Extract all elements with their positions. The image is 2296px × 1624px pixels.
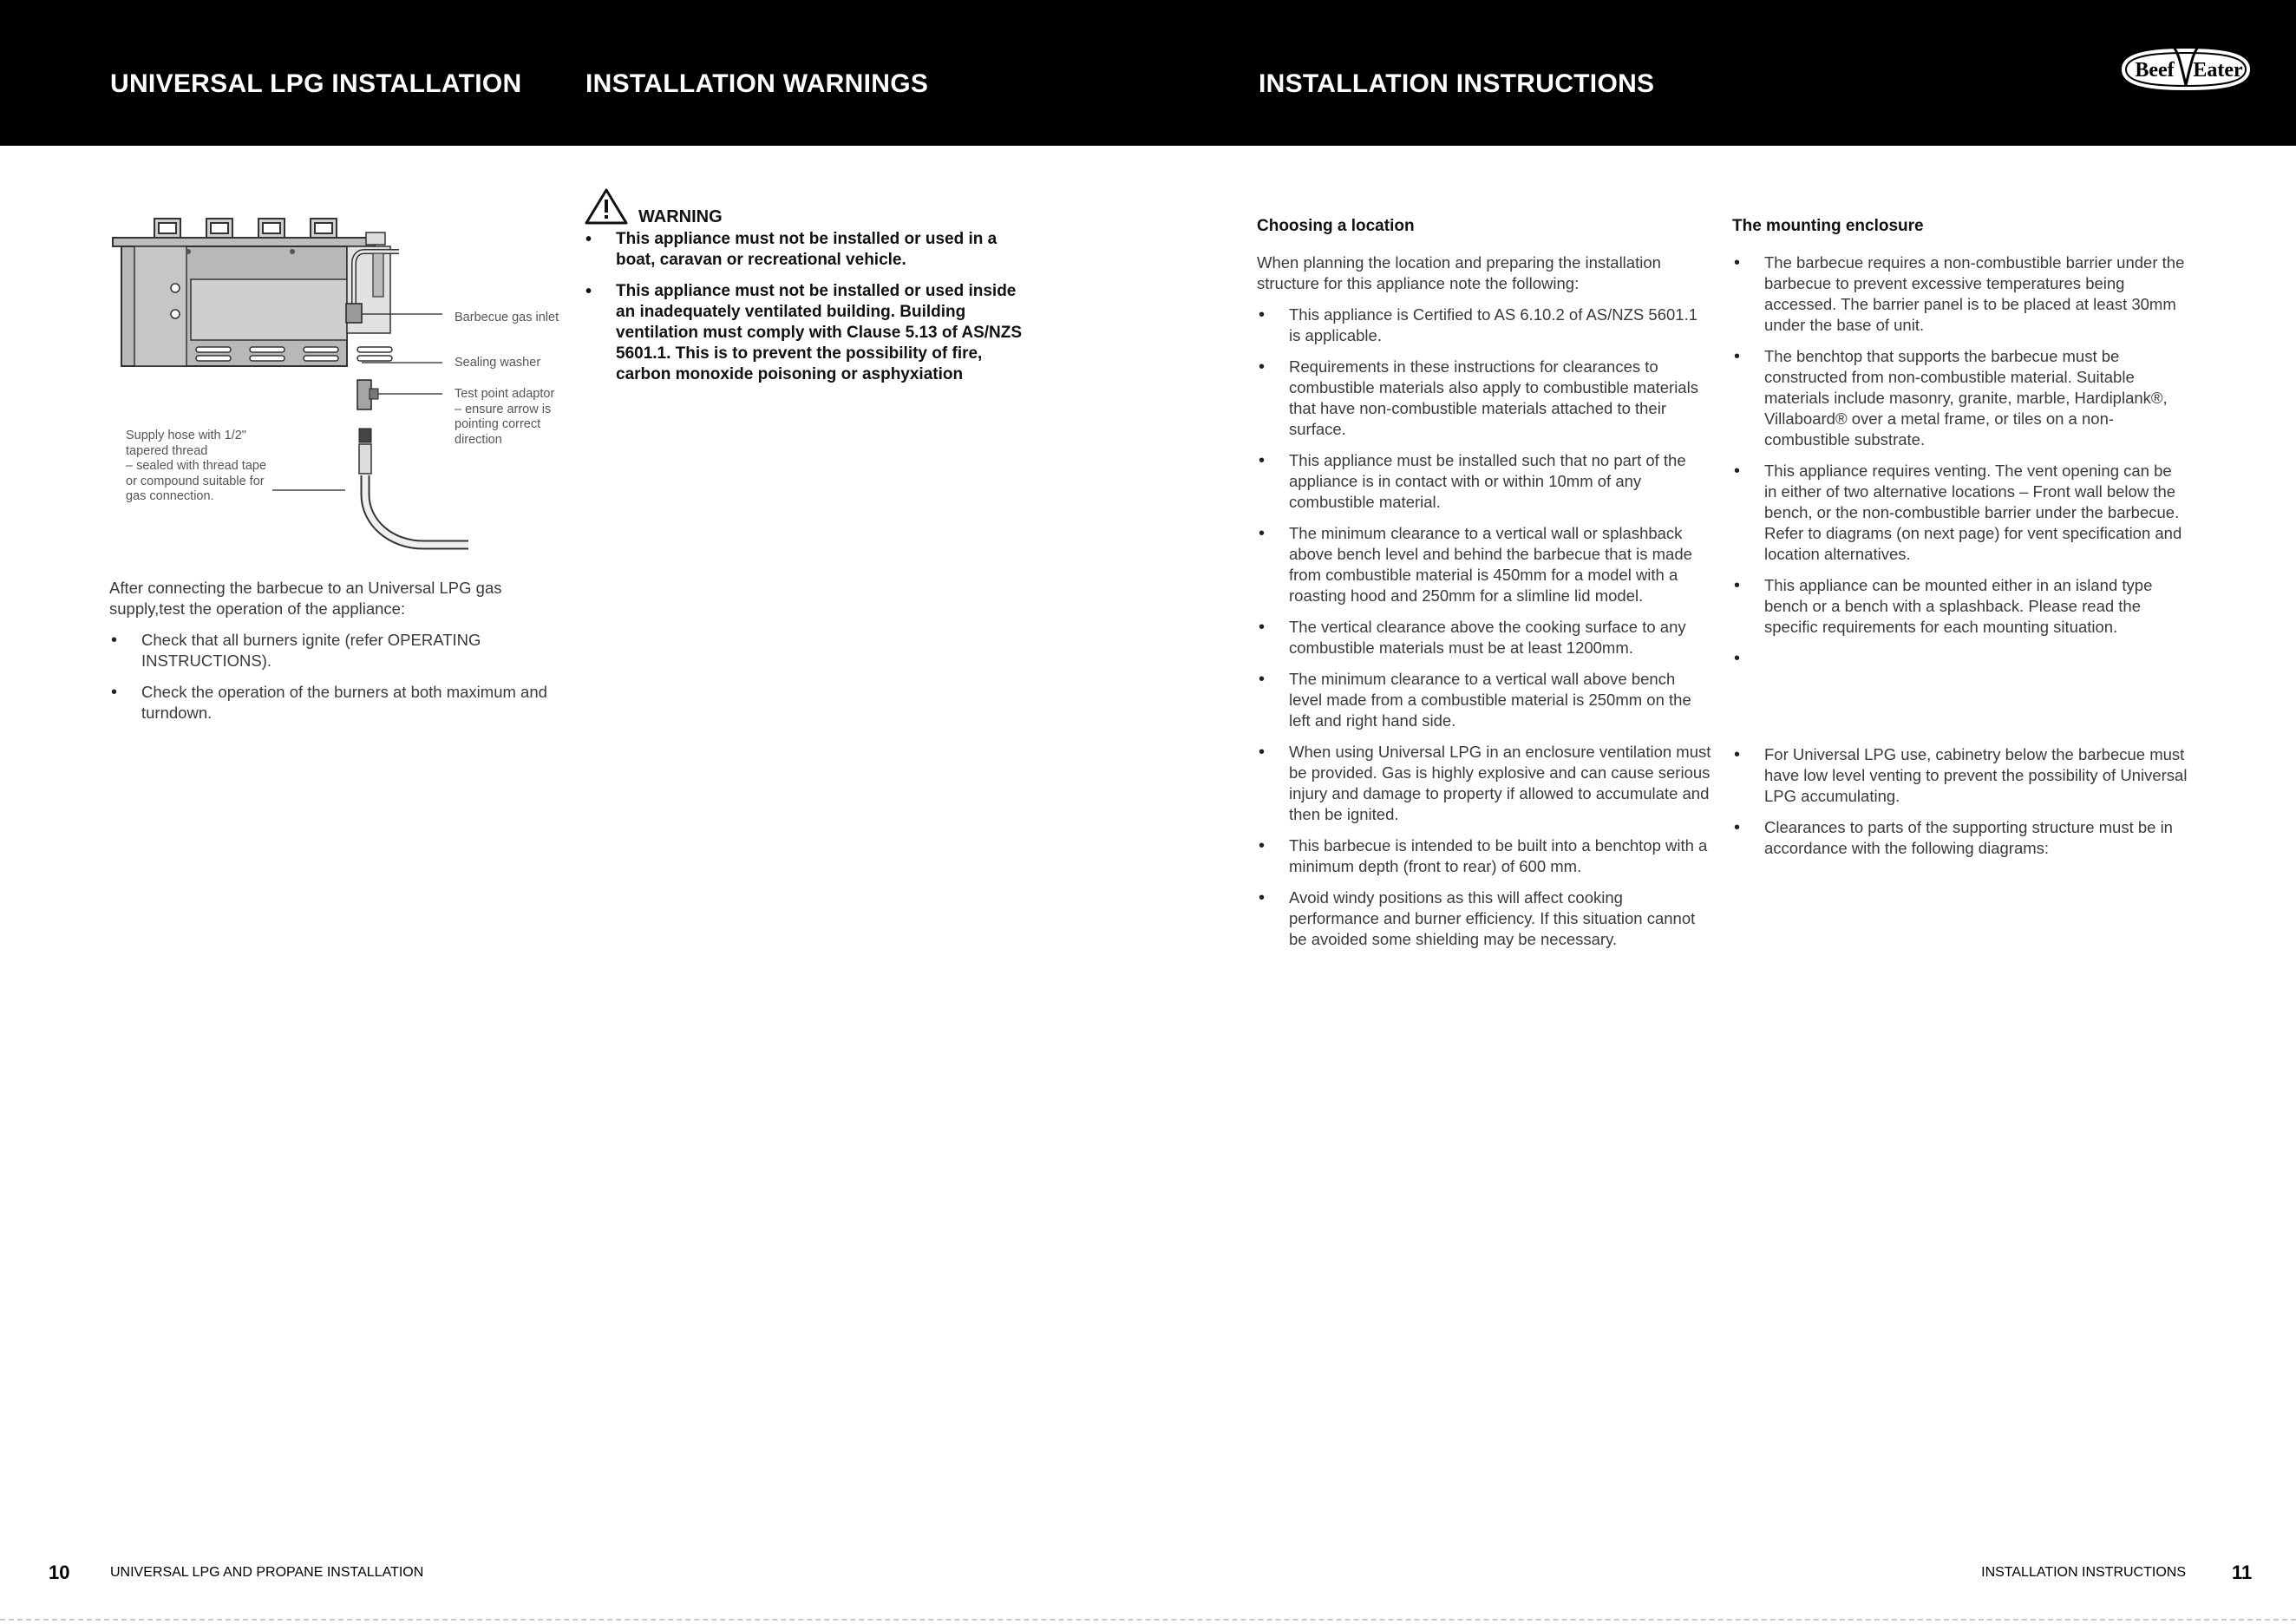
list-item: • The minimum clearance to a vertical wall or splashback above bench level and behind the barbecue that is made from combustible material is 450mm for a model with a roasting hood and 250mm for a slimline lid model. (1257, 523, 1712, 606)
list-item: • Check that all burners ignite (refer OPERATING INSTRUCTIONS). (109, 630, 552, 671)
lpg-test-section (109, 578, 552, 724)
list-item: • This appliance requires venting. The vent opening can be in either of two alternative locations – Front wall below the bench, or the non-combustible barrier under the barbecue. Refer to diagrams (on next page) for vent specification and location alternatives. (1732, 461, 2188, 565)
list-item: • Requirements in these instructions for clearances to combustible materials also apply to combustible materials that have non-combustible materials attached to their surface. (1257, 357, 1712, 440)
list-item: • When using Universal LPG in an enclosure ventilation must be provided. Gas is highly explosive and can cause serious injury and damage to property if allowed to accumulate and then be ignited. (1257, 742, 1712, 825)
label-supply-hose-line: gas connection. (126, 489, 214, 503)
list-item: • This appliance must not be installed or used inside an inadequately ventilated building. Building ventilation must comply with Clause 5.13 of AS/NZS 5601.1. This is to prevent the possibility of fire, carbon monoxide poisoning or asphyxiation (584, 281, 1035, 385)
location-section (1257, 216, 1712, 950)
list-item: • The benchtop that supports the barbecue must be constructed from non-combustible material. Suitable materials include masonry, granite, marble, Hardiplank®, Villaboard® over a metal frame, or tiles on a non-combustible substrate. (1732, 346, 2188, 450)
list-item: • This appliance is Certified to AS 6.10.2 of AS/NZS 5601.1 is applicable. (1257, 304, 1712, 346)
warning-heading: WARNING (638, 207, 723, 226)
page-number-right: 11 (2232, 1562, 2253, 1583)
label-sealing-washer: Sealing washer (455, 356, 541, 370)
list-item: • This appliance must be installed such that no part of the appliance is in contact with or within 10mm of any combustible material. (1257, 450, 1712, 513)
page-header (0, 0, 2296, 146)
page-bottom-divider (0, 1619, 2296, 1621)
list-item: • This barbecue is intended to be built into a benchtop with a minimum depth (front to rear) of 600 mm. (1257, 835, 1712, 877)
label-supply-hose-line: – sealed with thread tape (126, 459, 267, 473)
list-item: • The barbecue requires a non-combustible barrier under the barbecue to prevent excessive temperatures being accessed. The barrier panel is to be placed at least 30mm under the base of unit. (1732, 252, 2188, 336)
warning-triangle-icon (584, 187, 629, 226)
logo-text-eater: Eater (2193, 59, 2243, 82)
logo-text-beef: Beef (2135, 59, 2175, 82)
beefeater-logo (2110, 35, 2262, 104)
enclosure-section (1732, 216, 2188, 857)
label-supply-hose (126, 429, 266, 505)
location-heading: Choosing a location (1257, 217, 1415, 235)
header-title-warnings: INSTALLATION WARNINGS (585, 69, 929, 98)
lpg-test-intro: After connecting the barbecue to an Universal LPG gas supply,test the operation of the appliance: (109, 579, 502, 618)
list-item: • Check the operation of the burners at both maximum and turndown. (109, 682, 552, 724)
label-supply-hose-line: Supply hose with 1/2" (126, 429, 246, 442)
footer-text-right: INSTALLATION INSTRUCTIONS (1981, 1565, 2186, 1580)
label-test-point-line: direction (455, 432, 502, 447)
warning-section (584, 187, 1035, 385)
list-item: • This appliance must not be installed or used in a boat, caravan or recreational vehicle. (584, 229, 1035, 271)
list-item (1732, 648, 2188, 669)
list-item: • Clearances to parts of the supporting structure must be in accordance with the following diagrams: (1732, 817, 2188, 859)
label-test-point-line: – ensure arrow is (455, 402, 552, 416)
label-test-point (455, 387, 554, 448)
footer-text-left: UNIVERSAL LPG AND PROPANE INSTALLATION (110, 1565, 424, 1580)
header-title-instructions: INSTALLATION INSTRUCTIONS (1259, 69, 1655, 98)
list-item: • The minimum clearance to a vertical wall above bench level made from a combustible material is 250mm on the left and right hand side. (1257, 669, 1712, 731)
label-test-point-line: pointing correct (455, 417, 541, 431)
list-item: • This appliance can be mounted either in an island type bench or a bench with a splashback. Please read the specific requirements for each mounting situation. (1732, 575, 2188, 638)
gas-inlet-diagram (104, 201, 572, 566)
list-item: • For Universal LPG use, cabinetry below the barbecue must have low level venting to prevent the possibility of Universal LPG accumulating. (1732, 744, 2188, 807)
label-supply-hose-line: tapered thread (126, 443, 208, 458)
header-title-lpg: UNIVERSAL LPG INSTALLATION (110, 69, 522, 98)
location-intro: When planning the location and preparing the installation structure for this appliance note the following: (1257, 253, 1661, 292)
label-supply-hose-line: or compound suitable for (126, 474, 265, 488)
page-number-left: 10 (49, 1562, 70, 1583)
list-item: • The vertical clearance above the cooking surface to any combustible materials must be at least 1200mm. (1257, 617, 1712, 658)
enclosure-heading: The mounting enclosure (1732, 217, 1924, 235)
label-gas-inlet: Barbecue gas inlet (455, 311, 559, 324)
list-item: • Avoid windy positions as this will affect cooking performance and burner efficiency. If this situation cannot be avoided some shielding may be necessary. (1257, 887, 1712, 950)
label-test-point-line: Test point adaptor (455, 387, 555, 401)
